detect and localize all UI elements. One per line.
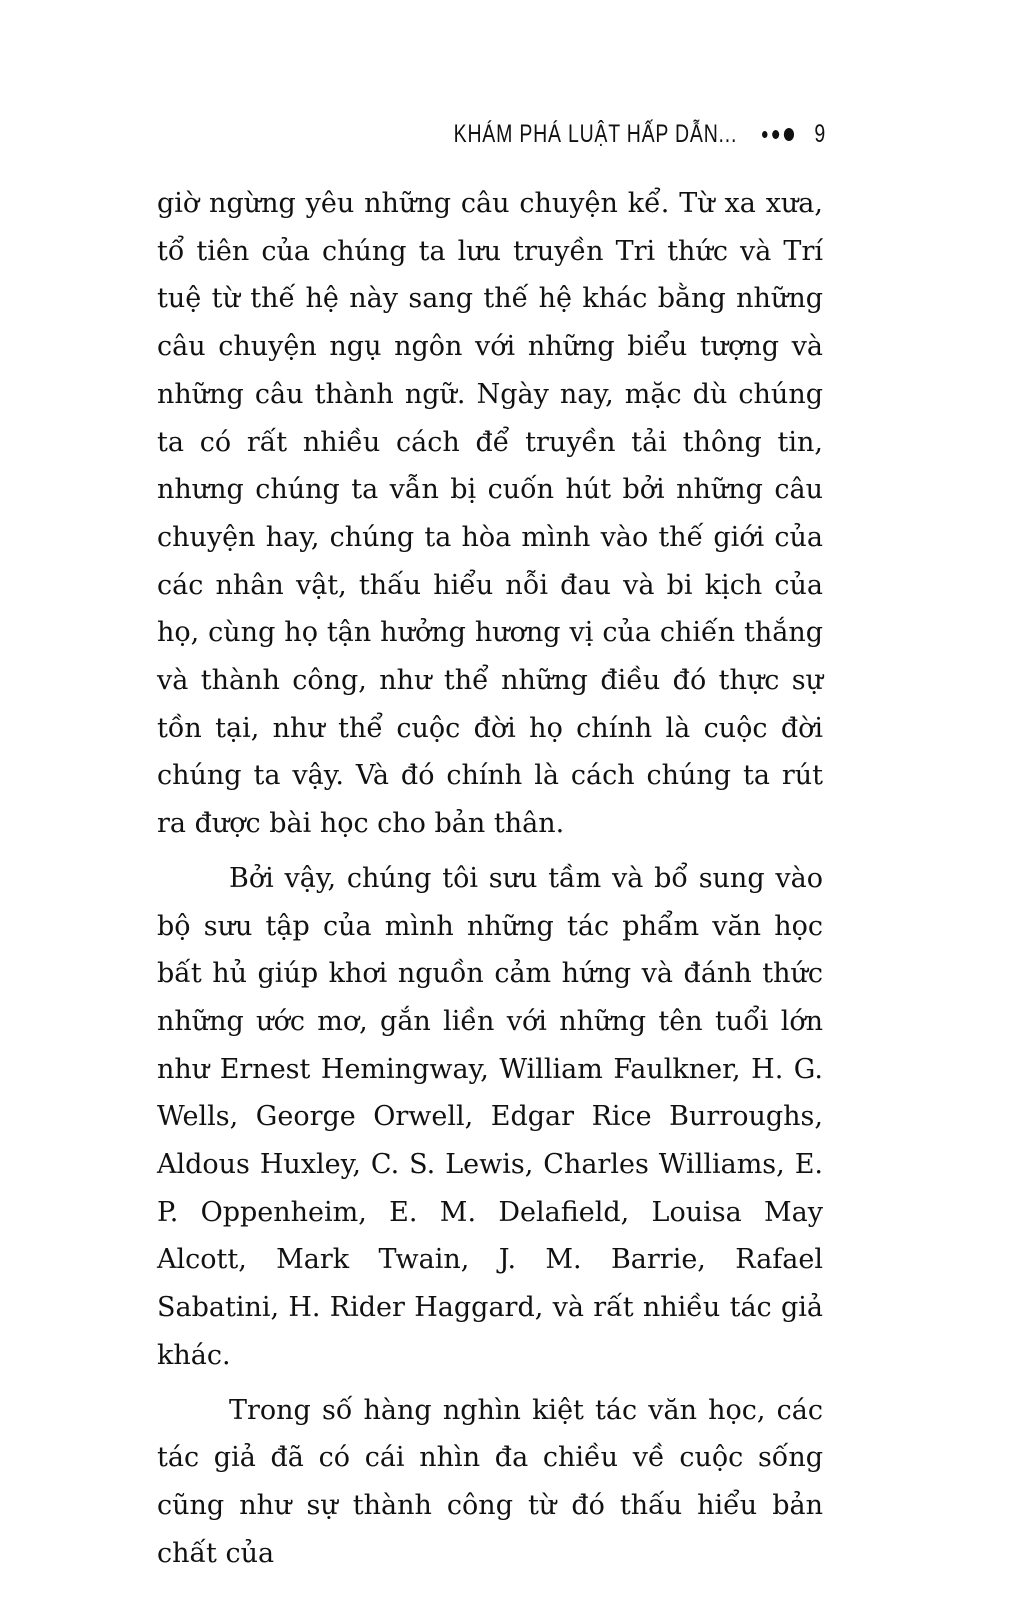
ornament-dot-large [784, 128, 794, 141]
header-dots-ornament [762, 128, 794, 141]
body-text [157, 180, 823, 1577]
ornament-dot-small [762, 131, 767, 138]
running-header [453, 114, 826, 154]
paragraph: Trong số hàng nghìn kiệt tác văn học, các tác giả đã có cái nhìn đa chiều về cuộc sống cũng như sự thành công từ đó thấu hiểu bản chất của [157, 1394, 823, 1569]
paragraph: Bởi vậy, chúng tôi sưu tầm và bổ sung vào bộ sưu tập của mình những tác phẩm văn học bất hủ giúp khơi nguồn cảm hứng và đánh thức những ước mơ, gắn liền với những tên tuổi lớn như Ernest Hemingway, William Faulkner, H. G. Wells, George Orwell, Edgar Rice Burroughs, Aldous Huxley, C. S. Lewis, Charles Williams, E. P. Oppenheim, E. M. Delafield, Louisa May Alcott, Mark Twain, J. M. Barrie, Rafael Sabatini, H. Rider Haggard, và rất nhiều tác giả khác. [157, 862, 823, 1371]
page-number: 9 [814, 119, 826, 148]
paragraph-continued: giờ ngừng yêu những câu chuyện kể. Từ xa xưa, tổ tiên của chúng ta lưu truyền Tri thức và Trí tuệ từ thế hệ này sang thế hệ khác bằng những câu chuyện ngụ ngôn với những biểu tượng và những câu thành ngữ. Ngày nay, mặc dù chúng ta có rất nhiều cách để truyền tải thông tin, nhưng chúng ta vẫn bị cuốn hút bởi những câu chuyện hay, chúng ta hòa mình vào thế giới của các nhân vật, thấu hiểu nỗi đau và bi kịch của họ, cùng họ tận hưởng hương vị của chiến thắng và thành công, như thể những điều đó thực sự tồn tại, như thể cuộc đời họ chính là cuộc đời chúng ta vậy. Và đó chính là cách chúng ta rút ra được bài học cho bản thân. [157, 188, 823, 840]
ornament-dot-medium [772, 130, 779, 139]
chapter-title: KHÁM PHÁ LUẬT HẤP DẪN... [453, 119, 738, 148]
